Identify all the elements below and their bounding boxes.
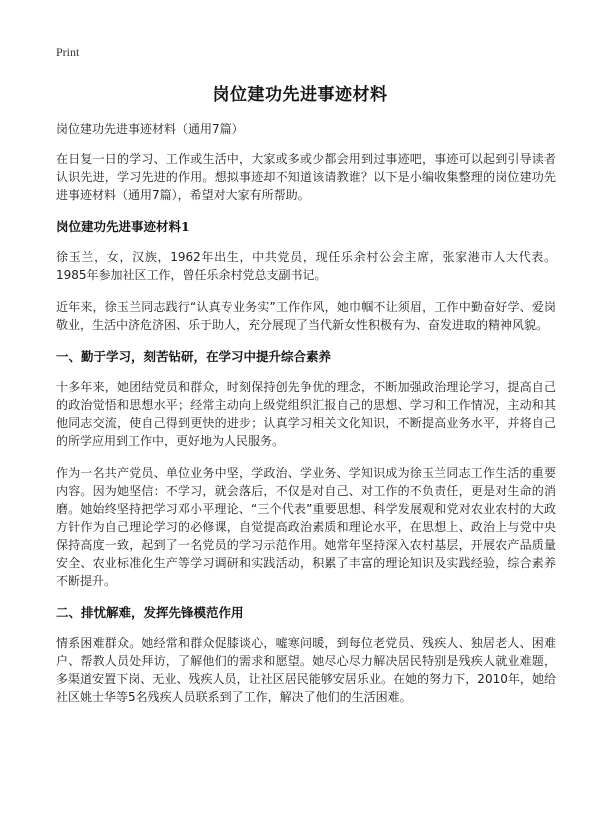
article-body (56, 120, 556, 720)
article-subtitle: 岗位建功先进事迹材料（通用7篇） (56, 122, 244, 136)
overview-paragraph: 近年来，徐玉兰同志践行“认真专业务实”工作作风，她巾帼不让须眉，工作中勤奋好学、爱岗敬业，生活中济危济困、乐于助人，充分展现了当代新女性积极有为、奋发进取的精神风貌。 (56, 300, 556, 332)
part1-heading: 一、勤于学习，刻苦钻研，在学习中提升综合素养 (56, 349, 332, 364)
part2-paragraph-1: 情系困难群众。她经常和群众促膝谈心，嘘寒问暖，到每位老党员、残疾人、独居老人、困难户、帮教人员处拜访，了解他们的需求和愿望。她尽心尽力解决居民特别是残疾人就业难题，多渠道安置下岗、无业、残疾人员，让社区居民能够安居乐业。在她的努力下，2010年，她给社区姚士华等5名残疾人员联系到了工作，解决了他们的生活困难。 (56, 636, 556, 704)
section-heading: 岗位建功先进事迹材料1 (56, 219, 190, 234)
part1-paragraph-1: 十多年来，她团结党员和群众，时刻保持创先争优的理念，不断加强政治理论学习，提高自己的政治觉悟和思想水平；经常主动向上级党组织汇报自己的思想、学习和工作情况，主动和其他同志交流，使自己得到更快的进步；认真学习相关文化知识，不断提高业务水平，并将自己的所学应用到工作中，更好地为人民服务。 (56, 380, 556, 448)
page-title: 岗位建功先进事迹材料 (212, 85, 388, 105)
intro-paragraph: 在日复一日的学习、工作或生活中，大家或多或少都会用到过事迹吧，事迹可以起到引导读者认识先进，学习先进的作用。想拟事迹却不知道该请教谁？以下是小编收集整理的岗位建功先进事迹材料（通用7篇），希望对大家有所帮助。 (56, 152, 556, 202)
print-link[interactable]: Print (56, 45, 80, 59)
part1-paragraph-2: 作为一名共产党员、单位业务中坚，学政治、学业务、学知识成为徐玉兰同志工作生活的重要内容。因为她坚信：不学习，就会落后，不仅是对自己、对工作的不负责任，更是对生命的消磨。她始终坚持把学习邓小平理论、“三个代表”重要思想、科学发展观和党对农业农村的大政方针作为自己理论学习的必修课，自觉提高政治素质和理论水平，在思想上、政治上与党中央保持高度一致，起到了一名党员的学习示范作用。她常年坚持深入农村基层，开展农产品质量安全、农业标准化生产等学习调研和实践活动，积累了丰富的理论知识及实践经验，综合素养不断提升。 (56, 466, 556, 588)
part2-heading: 二、排忧解难，发挥先锋模范作用 (56, 605, 244, 620)
profile-paragraph: 徐玉兰，女，汉族，1962年出生，中共党员，现任乐余村公会主席，张家港市人大代表。1985年参加社区工作，曾任乐余村党总支副书记。 (56, 250, 556, 282)
